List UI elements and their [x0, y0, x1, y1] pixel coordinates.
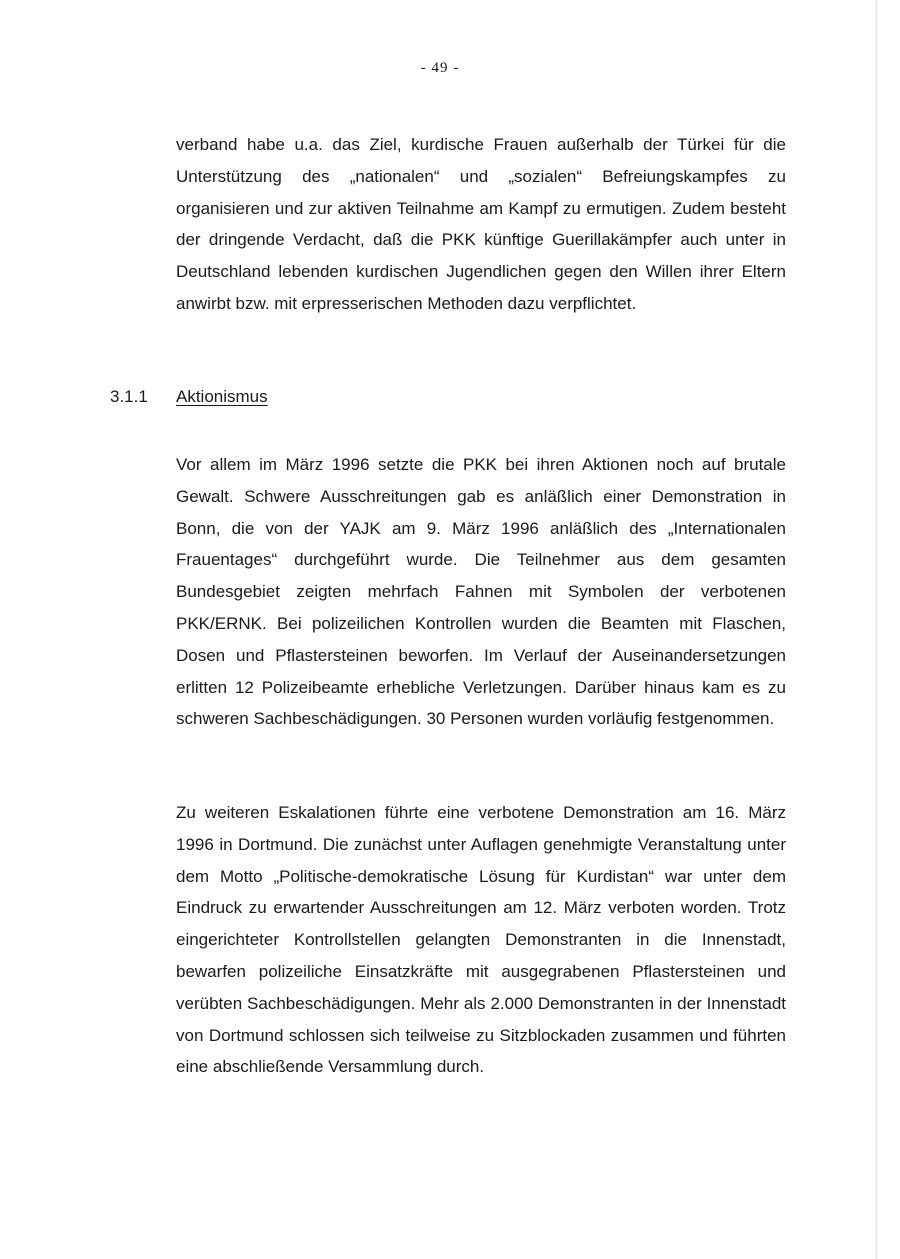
- page-edge-shadow: [875, 0, 878, 1259]
- paragraph-text: verband habe u.a. das Ziel, kurdische Frauen außerhalb der Türkei für die Unterstützung des „nationalen“ und „sozialen“ Befreiungskampfes zu organisieren und zur aktiven Teilnahme am Kampf zu ermutigen. Zudem besteht der dringende Verdacht, daß die PKK künftige Guerillakämpfer auch unter in Deutschland lebenden kurdischen Jugendlichen gegen den Willen ihrer Eltern anwirbt bzw. mit erpresserischen Methoden dazu verpflichtet.: [176, 135, 786, 313]
- section-title: Aktionismus: [176, 387, 268, 406]
- paragraph-continuation: [176, 129, 786, 320]
- paragraph-bonn: [176, 449, 786, 735]
- paragraph-text: Zu weiteren Eskalationen führte eine verbotene Demonstration am 16. März 1996 in Dortmund. Die zunächst unter Auflagen genehmigte Veranstaltung unter dem Motto „Politische-demokratische Lösung für Kurdistan“ war unter dem Eindruck zu erwartender Ausschreitungen am 12. März verboten worden. Trotz eingerichteter Kontrollstellen gelangten Demonstranten in die Innenstadt, bewarfen polizeiliche Einsatzkräfte mit ausgegrabenen Pflastersteinen und verübten Sachbeschädigungen. Mehr als 2.000 Demonstranten in der Innenstadt von Dortmund schlossen sich teilweise zu Sitzblockaden zusammen und führten eine abschließende Versammlung durch.: [176, 803, 786, 1077]
- page-number: - 49 -: [420, 60, 460, 76]
- paragraph-dortmund: [176, 797, 786, 1083]
- paragraph-text: Vor allem im März 1996 setzte die PKK bei ihren Aktionen noch auf brutale Gewalt. Schwere Ausschreitungen gab es anläßlich einer Demonstration in Bonn, die von der YAJK am 9. März 1996 anläßlich des „Internationalen Frauentages“ durchgeführt wurde. Die Teilnehmer aus dem gesamten Bundesgebiet zeigten mehrfach Fahnen mit Symbolen der verbotenen PKK/ERNK. Bei polizeilichen Kontrollen wurden die Beamten mit Flaschen, Dosen und Pflastersteinen beworfen. Im Verlauf der Auseinandersetzungen erlitten 12 Polizeibeamte erhebliche Verletzungen. Darüber hinaus kam es zu schweren Sachbeschädigungen. 30 Personen wurden vorläufig festgenommen.: [176, 455, 786, 729]
- section-number: 3.1.1: [110, 387, 148, 406]
- section-heading: [110, 385, 268, 409]
